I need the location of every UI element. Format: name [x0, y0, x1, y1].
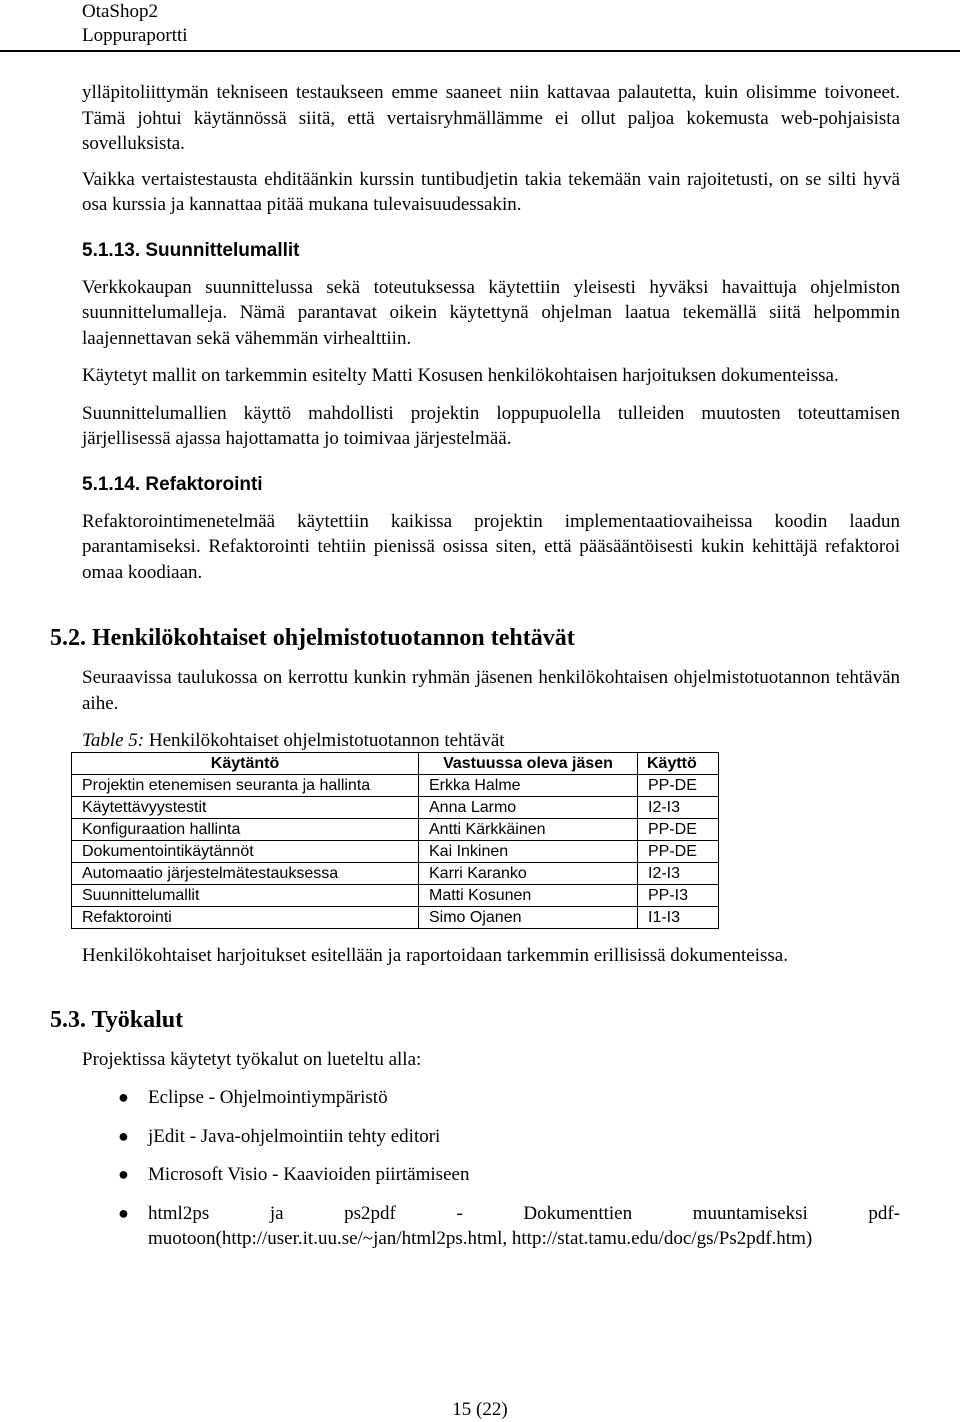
page-number: 15 (22) [452, 1399, 508, 1420]
section-5-3-intro: Projektissa käytetyt työkalut on lueteltu alla: [82, 1048, 422, 1070]
responsible-cell: Karri Karanko [419, 863, 638, 885]
tool-text: jEdit - Java-ohjelmointiin tehty editori [148, 1125, 441, 1147]
header-doc-title: Loppuraportti [82, 25, 188, 46]
header-app-name: OtaShop2 [82, 1, 158, 22]
section-5-2-paragraph-1: Seuraavissa taulukossa on kerrottu kunkin ryhmän jäsenen henkilökohtaisen ohjelmistotuotannon tehtävän aihe. [82, 667, 900, 714]
column-header-responsible: Vastuussa oleva jäsen [419, 753, 638, 775]
practice-cell: Dokumentointikäytännöt [72, 841, 419, 863]
tool-text: html2ps ja ps2pdf - Dokumenttien muuntamiseksi pdf-muotoon(http://user.it.uu.se/~jan/html2ps.html, http://stat.tamu.edu/doc/gs/Ps2pdf.htm) [148, 1202, 900, 1249]
practice-cell: Käytettävyystestit [72, 797, 419, 819]
practice-cell: Refaktorointi [72, 907, 419, 929]
usage-cell: PP-DE [638, 819, 719, 841]
practices-table [71, 752, 719, 929]
usage-cell: I1-I3 [638, 907, 719, 929]
list-item [82, 1124, 900, 1150]
intro-paragraph-1: ylläpitoliittymän tekniseen testaukseen emme saaneet niin kattavaa palautetta, kuin olisimme toivoneet. Tämä johtui käytännössä siitä, että vertaisryhmällämme ei ollut paljoa kokemusta web-pohjaisista sovelluksista. [82, 82, 900, 154]
list-item [82, 1085, 900, 1111]
tool-text: Microsoft Visio - Kaavioiden piirtämiseen [148, 1164, 470, 1185]
responsible-cell: Erkka Halme [419, 775, 638, 797]
usage-cell: PP-DE [638, 775, 719, 797]
table-row [72, 775, 719, 797]
section-5-1-14-paragraph-1: Refaktorointimenetelmää käytettiin kaikissa projektin implementaatiovaiheissa koodin laadun parantamiseksi. Refaktorointi tehtiin pienissä osissa siten, että pääsääntöisesti kukin kehittäjä refaktoroi omaa koodiaan. [82, 510, 900, 583]
bullet-icon: ● [118, 1087, 129, 1107]
responsible-cell: Simo Ojanen [419, 907, 638, 929]
table-caption [82, 730, 900, 752]
bullet-icon: ● [118, 1202, 129, 1223]
responsible-cell: Kai Inkinen [419, 841, 638, 863]
tool-text: Eclipse - Ohjelmointiympäristö [148, 1087, 388, 1108]
section-5-2-paragraph-2: Henkilökohtaiset harjoitukset esitellään ja raportoidaan tarkemmin erillisissä dokumenteissa. [82, 945, 788, 966]
bullet-icon: ● [118, 1164, 129, 1184]
section-5-1-13-paragraph-2: Käytetyt mallit on tarkemmin esitelty Matti Kosusen henkilökohtaisen harjoituksen dokumenteissa. [82, 365, 839, 386]
practice-cell: Suunnittelumallit [72, 885, 419, 907]
section-5-1-13-paragraph-1: Verkkokaupan suunnittelussa sekä toteutuksessa käytettiin yleisesti hyväksi havaittuja ohjelmiston suunnittelumalleja. Nämä parantavat oikein käytettynä ohjelman laatua tekemällä siitä helpommin laajennettavan sekä vähemmän virhealttiin. [82, 276, 900, 349]
list-item [82, 1162, 900, 1188]
tools-list [82, 1085, 900, 1252]
table-row [72, 885, 719, 907]
page-header [82, 0, 188, 48]
usage-cell: PP-DE [638, 841, 719, 863]
column-header-usage: Käyttö [638, 753, 719, 775]
intro-paragraph-2: Vaikka vertaistestausta ehditäänkin kurssin tuntibudjetin takia tekemään vain rajoitetusti, on se silti hyvä osa kurssia ja kannattaa pitää mukana tulevaisuudessakin. [82, 168, 900, 215]
section-5-3-heading: 5.3. Työkalut [50, 1006, 184, 1033]
header-divider [0, 50, 960, 52]
table-row [72, 819, 719, 841]
table-row [72, 863, 719, 885]
section-5-1-14-heading: 5.1.14. Refaktorointi [82, 473, 263, 495]
usage-cell: I2-I3 [638, 863, 719, 885]
table-header-row [72, 753, 719, 775]
page-content [50, 80, 900, 1252]
bullet-icon: ● [118, 1125, 129, 1146]
table-row [72, 907, 719, 929]
usage-cell: I2-I3 [638, 797, 719, 819]
section-5-2-heading: 5.2. Henkilökohtaiset ohjelmistotuotannon tehtävät [50, 625, 575, 651]
responsible-cell: Matti Kosunen [419, 885, 638, 907]
section-5-1-13-paragraph-3: Suunnittelumallien käyttö mahdollisti projektin loppupuolella tulleiden muutosten toteuttamisen järjellisessä ajassa hajottamatta jo toimivaa järjestelmää. [82, 402, 900, 449]
section-5-1-13-heading: 5.1.13. Suunnittelumallit [82, 239, 300, 261]
list-item [82, 1201, 900, 1252]
table-caption-text: Henkilökohtaiset ohjelmistotuotannon tehtävät [148, 730, 505, 751]
practice-cell: Projektin etenemisen seuranta ja hallinta [72, 775, 419, 797]
table-row [72, 797, 719, 819]
responsible-cell: Antti Kärkkäinen [419, 819, 638, 841]
table-row [72, 841, 719, 863]
table-caption-label: Table 5: [82, 730, 145, 751]
column-header-practice: Käytäntö [72, 753, 419, 775]
responsible-cell: Anna Larmo [419, 797, 638, 819]
usage-cell: PP-I3 [638, 885, 719, 907]
practice-cell: Automaatio järjestelmätestauksessa [72, 863, 419, 885]
practice-cell: Konfiguraation hallinta [72, 819, 419, 841]
